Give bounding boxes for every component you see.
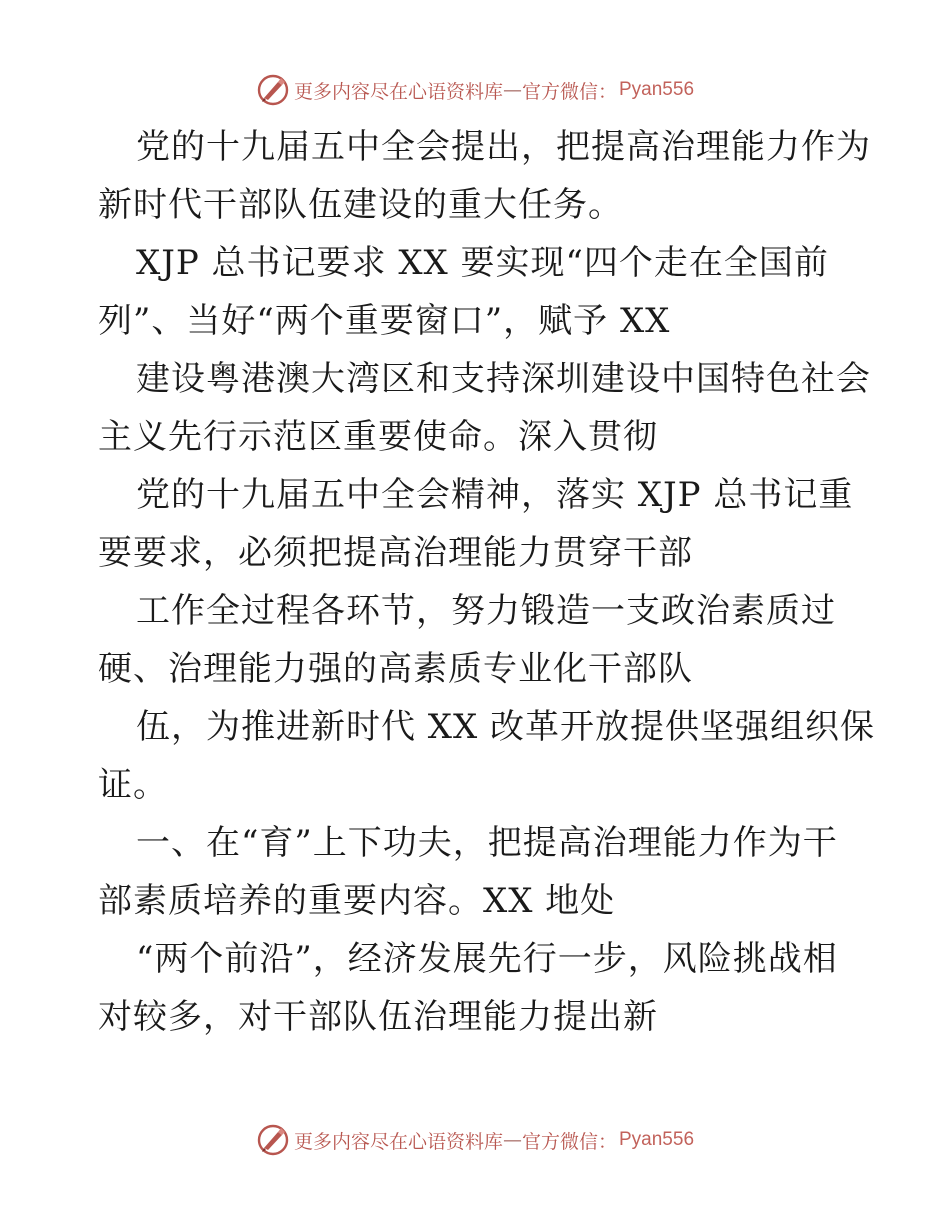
banner-wechat-id: Pyan556 [619,79,695,100]
body-line: 新时代干部队伍建设的重大任务。 [98,185,623,225]
body-line: 党的十九届五中全会精神，落实 XJP 总书记重 [136,475,854,515]
footer-banner [0,1120,950,1160]
body-line: 工作全过程各环节，努力锻造一支政治素质过 [136,591,836,631]
body-line: 主义先行示范区重要使命。深入贯彻 [98,417,658,457]
banner-separator: — [502,79,522,101]
header-banner [0,70,950,110]
body-line: “两个前沿”，经济发展先行一步，风险挑战相 [136,939,838,979]
body-line: 要要求，必须把提高治理能力贯穿干部 [98,533,693,573]
body-line: XJP 总书记要求 XX 要实现“四个走在全国前 [136,243,829,283]
body-line: 列”、当好“两个重要窗口”，赋予 XX [98,301,671,341]
body-line: 对较多，对干部队伍治理能力提出新 [98,997,658,1037]
pen-logo-icon [256,73,290,107]
banner-wechat-label: 官方微信： [521,80,617,103]
banner-text: 更多内容尽在心语资料库 [293,80,503,103]
body-line: 伍，为推进新时代 XX 改革开放提供坚强组织保 [136,707,876,747]
body-line: 硬、治理能力强的高素质专业化干部队 [98,649,693,689]
banner-wechat-label: 官方微信： [521,1130,617,1153]
banner-separator: — [502,1129,522,1151]
body-line: 证。 [98,765,168,805]
banner-text: 更多内容尽在心语资料库 [293,1130,503,1153]
body-line: 部素质培养的重要内容。XX 地处 [98,881,616,921]
body-line: 一、在“育”上下功夫，把提高治理能力作为干 [136,823,838,863]
body-line: 建设粤港澳大湾区和支持深圳建设中国特色社会 [136,359,871,399]
banner-wechat-id: Pyan556 [619,1129,695,1150]
body-line: 党的十九届五中全会提出，把提高治理能力作为 [136,127,871,167]
document-body [98,118,876,1046]
pen-logo-icon [256,1123,290,1157]
